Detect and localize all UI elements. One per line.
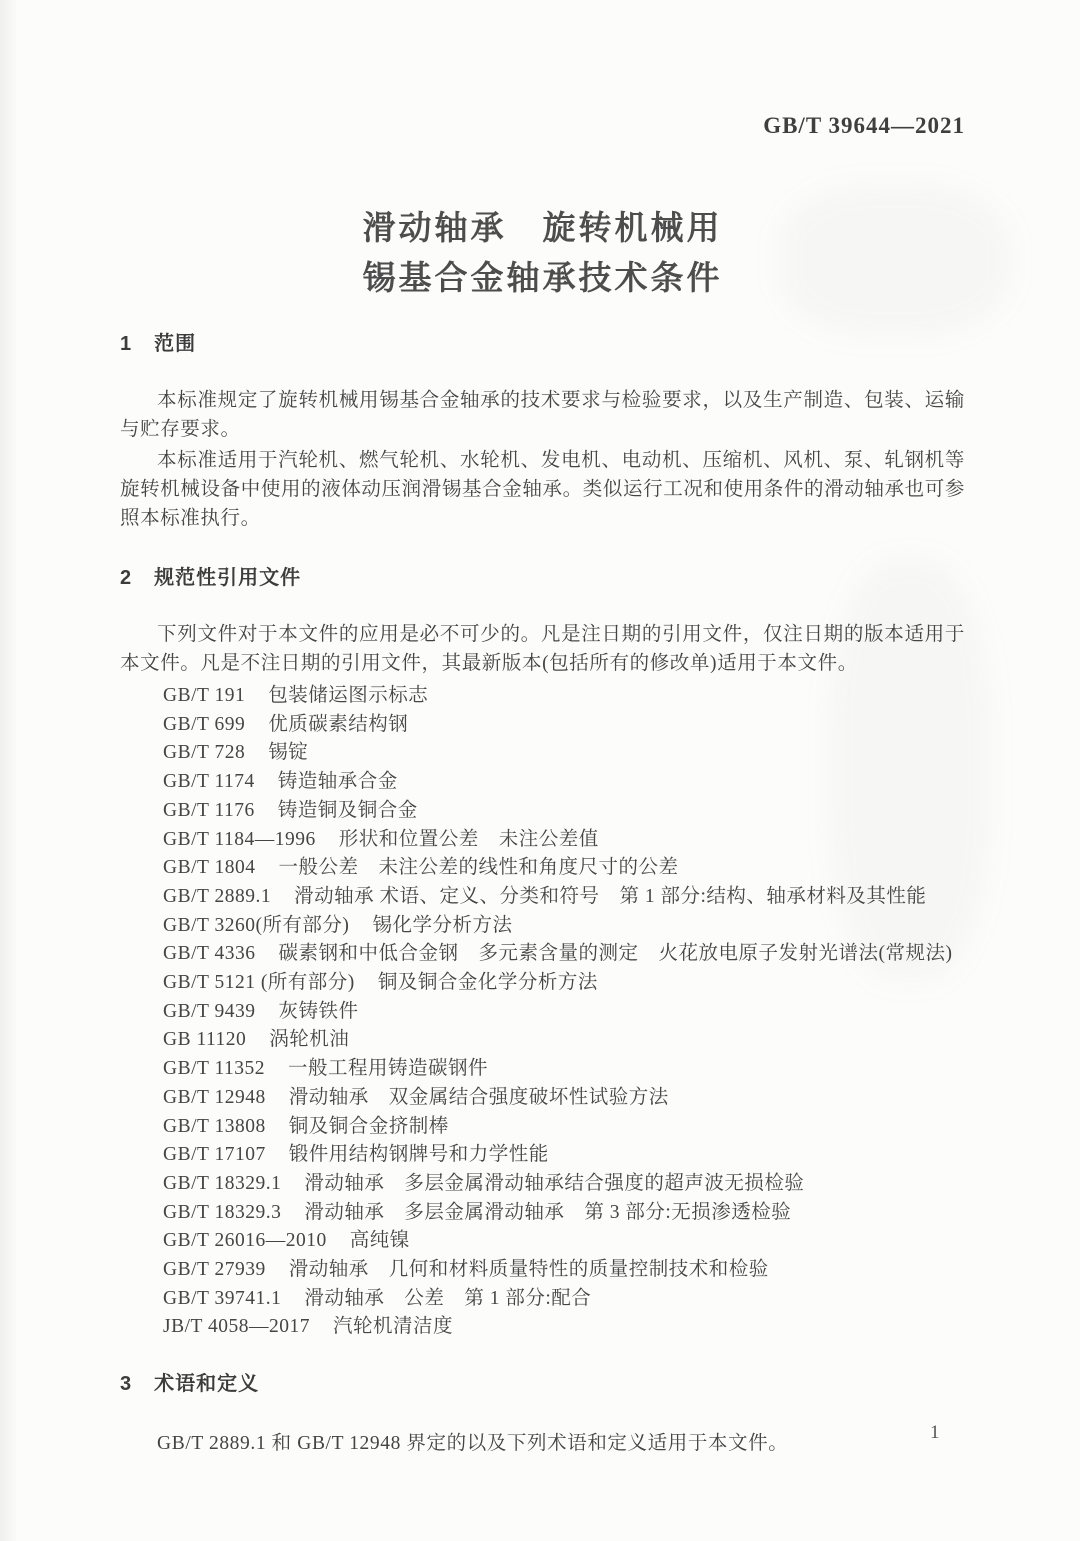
reference-title: 锡锭 bbox=[268, 742, 309, 764]
reference-title: 滑动轴承 多层金属滑动轴承 第 3 部分:无损渗透检验 bbox=[304, 1201, 792, 1223]
reference-code: GB/T 728 bbox=[163, 742, 246, 764]
reference-title: 滑动轴承 几何和材料质量特性的质量控制技术和检验 bbox=[288, 1259, 769, 1281]
reference-code: GB/T 3260(所有部分) bbox=[163, 914, 350, 936]
section-title: 术语和定义 bbox=[154, 1373, 260, 1396]
document-title bbox=[120, 203, 965, 303]
page-number: 1 bbox=[930, 1422, 940, 1443]
reference-title: 铜及铜合金化学分析方法 bbox=[377, 972, 598, 994]
scope-paragraph-1: 本标准规定了旋转机械用锡基合金轴承的技术要求与检验要求，以及生产制造、包装、运输与贮存要求。 bbox=[120, 390, 965, 440]
reference-code: GB/T 11352 bbox=[163, 1058, 265, 1080]
reference-title: 滑动轴承 多层金属滑动轴承结合强度的超声波无损检验 bbox=[304, 1172, 805, 1194]
reference-item bbox=[163, 1084, 965, 1113]
reference-code: GB/T 9439 bbox=[163, 1000, 256, 1022]
reference-code: GB/T 4336 bbox=[163, 943, 256, 965]
reference-code: GB/T 1184—1996 bbox=[163, 828, 316, 850]
references-intro: 下列文件对于本文件的应用是必不可少的。凡是注日期的引用文件，仅注日期的版本适用于本文件。凡是不注日期的引用文件，其最新版本(包括所有的修改单)适用于本文件。 bbox=[120, 624, 965, 674]
document-title-line1: 滑动轴承 旋转机械用 bbox=[362, 209, 723, 246]
reference-item bbox=[163, 1113, 965, 1142]
section-heading-normative-references bbox=[120, 565, 965, 591]
reference-item bbox=[163, 1055, 965, 1084]
reference-list bbox=[163, 682, 965, 1342]
reference-item bbox=[163, 854, 965, 883]
reference-title: 涡轮机油 bbox=[269, 1029, 350, 1051]
reference-title: 汽轮机清洁度 bbox=[332, 1316, 453, 1338]
reference-title: 滑动轴承 双金属结合强度破坏性试验方法 bbox=[288, 1086, 669, 1108]
reference-code: GB/T 27939 bbox=[163, 1259, 266, 1281]
reference-item bbox=[163, 1313, 965, 1342]
reference-title: 一般公差 未注公差的线性和角度尺寸的公差 bbox=[278, 857, 679, 879]
standard-code: GB/T 39644—2021 bbox=[763, 113, 965, 138]
reference-item bbox=[163, 711, 965, 740]
reference-code: GB/T 18329.3 bbox=[163, 1201, 282, 1223]
reference-code: GB/T 39741.1 bbox=[163, 1287, 282, 1309]
section-heading-terms bbox=[120, 1371, 965, 1397]
reference-item bbox=[163, 1227, 965, 1256]
reference-code: GB/T 699 bbox=[163, 713, 246, 735]
reference-item bbox=[163, 969, 965, 998]
reference-code: GB/T 1176 bbox=[163, 799, 255, 821]
reference-item bbox=[163, 1199, 965, 1228]
reference-item bbox=[163, 1141, 965, 1170]
reference-item bbox=[163, 739, 965, 768]
reference-code: GB/T 1174 bbox=[163, 771, 255, 793]
reference-item bbox=[163, 1256, 965, 1285]
reference-code: GB/T 5121 (所有部分) bbox=[163, 972, 355, 994]
reference-title: 铸造轴承合金 bbox=[277, 771, 398, 793]
section-heading-scope bbox=[120, 331, 965, 357]
reference-title: 滑动轴承 公差 第 1 部分:配合 bbox=[304, 1287, 592, 1309]
reference-item bbox=[163, 826, 965, 855]
reference-title: 高纯镍 bbox=[349, 1230, 410, 1252]
reference-code: GB/T 1804 bbox=[163, 857, 256, 879]
reference-code: GB/T 2889.1 bbox=[163, 885, 272, 907]
reference-title: 滑动轴承 术语、定义、分类和符号 第 1 部分:结构、轴承材料及其性能 bbox=[294, 885, 927, 907]
reference-code: GB/T 191 bbox=[163, 685, 246, 706]
reference-item bbox=[163, 797, 965, 826]
section-number: 1 bbox=[120, 333, 133, 355]
document-title-line2: 锡基合金轴承技术条件 bbox=[362, 259, 723, 296]
reference-title: 优质碳素结构钢 bbox=[268, 713, 409, 735]
reference-item bbox=[163, 1170, 965, 1199]
section-number: 3 bbox=[120, 1373, 133, 1396]
reference-item bbox=[163, 883, 965, 912]
reference-title: 包装储运图示标志 bbox=[268, 685, 429, 706]
reference-code: GB 11120 bbox=[163, 1029, 247, 1051]
section-number: 2 bbox=[120, 567, 133, 589]
reference-item bbox=[163, 940, 965, 969]
reference-title: 一般工程用铸造碳钢件 bbox=[287, 1058, 488, 1080]
reference-item bbox=[163, 1285, 965, 1314]
reference-title: 铜及铜合金挤制棒 bbox=[288, 1115, 449, 1137]
reference-item bbox=[163, 1026, 965, 1055]
reference-item bbox=[163, 998, 965, 1027]
reference-item bbox=[163, 768, 965, 797]
reference-code: GB/T 26016—2010 bbox=[163, 1230, 327, 1252]
reference-code: GB/T 12948 bbox=[163, 1086, 266, 1108]
terms-paragraph: GB/T 2889.1 和 GB/T 12948 界定的以及下列术语和定义适用于本文件。 bbox=[157, 1433, 789, 1455]
section-title: 规范性引用文件 bbox=[154, 567, 302, 589]
reference-code: JB/T 4058—2017 bbox=[163, 1316, 310, 1338]
reference-title: 灰铸铁件 bbox=[278, 1000, 359, 1022]
reference-title: 锡化学分析方法 bbox=[372, 914, 513, 936]
reference-title: 锻件用结构钢牌号和力学性能 bbox=[288, 1144, 549, 1166]
reference-code: GB/T 18329.1 bbox=[163, 1172, 282, 1194]
reference-item bbox=[163, 912, 965, 941]
reference-title: 碳素钢和中低合金钢 多元素含量的测定 火花放电原子发射光谱法(常规法) bbox=[278, 943, 953, 965]
reference-code: GB/T 13808 bbox=[163, 1115, 266, 1137]
section-title: 范围 bbox=[154, 333, 197, 355]
reference-code: GB/T 17107 bbox=[163, 1144, 266, 1166]
reference-item bbox=[163, 682, 965, 711]
reference-title: 形状和位置公差 未注公差值 bbox=[338, 828, 599, 850]
reference-title: 铸造铜及铜合金 bbox=[277, 799, 418, 821]
scope-paragraph-2: 本标准适用于汽轮机、燃气轮机、水轮机、发电机、电动机、压缩机、风机、泵、轧钢机等旋转机械设备中使用的液体动压润滑锡基合金轴承。类似运行工况和使用条件的滑动轴承也可参照本标准执行。 bbox=[120, 450, 965, 529]
